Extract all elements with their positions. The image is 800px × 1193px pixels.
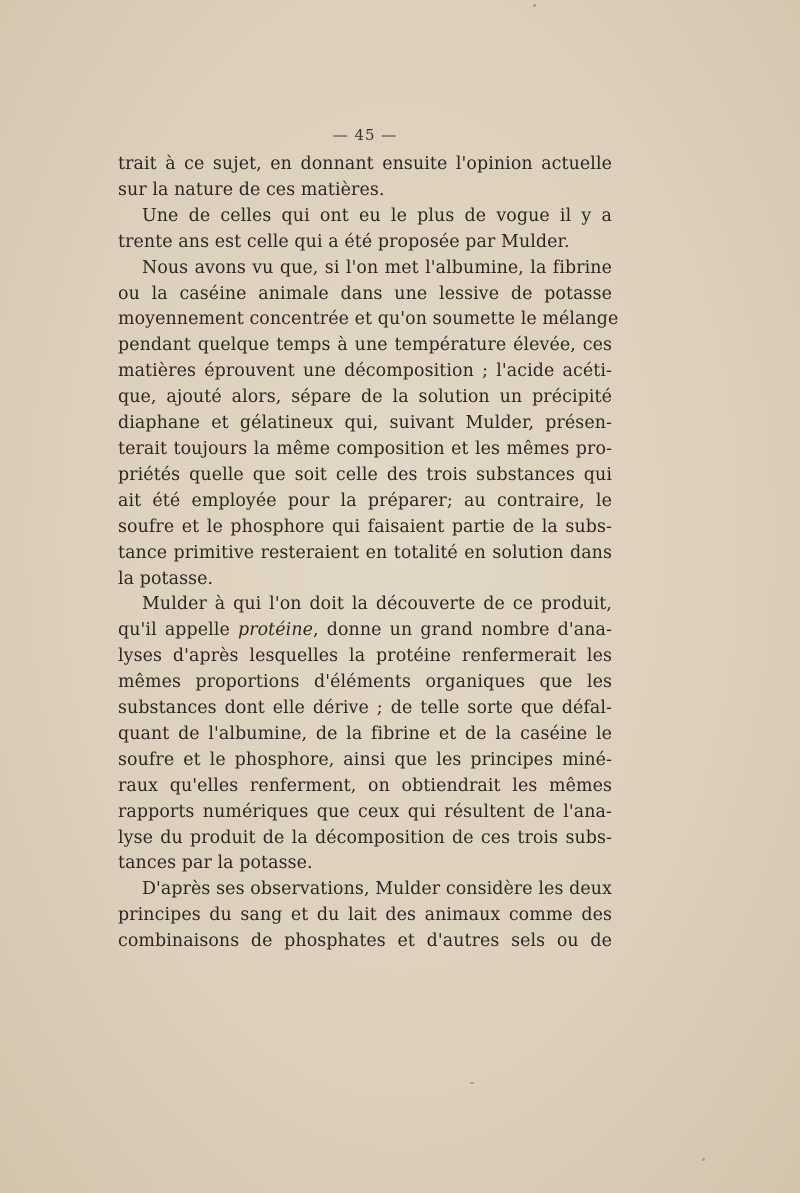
body-text: [118, 152, 619, 955]
text-line: sur la nature de ces matières.: [118, 179, 385, 200]
text-fragment: qu'il appelle: [118, 620, 238, 641]
text-line: mêmes proportions d'éléments organiques que les: [118, 672, 612, 693]
text-line: Une de celles qui ont eu le plus de vogue il y a: [142, 205, 612, 226]
text-line: ait été employée pour la préparer; au contraire, le: [118, 490, 612, 511]
text-line: diaphane et gélatineux qui, suivant Mulder, présen-: [118, 413, 612, 434]
paragraph-1: [118, 152, 612, 204]
text-line: soufre et le phosphore, ainsi que les principes miné-: [118, 749, 612, 770]
text-line: quant de l'albumine, de la fibrine et de la caséine le: [118, 723, 612, 744]
text-line: substances dont elle dérive ; de telle sorte que défal-: [118, 698, 612, 719]
text-line: la potasse.: [118, 568, 214, 589]
text-fragment: , donne un grand nombre d'ana-: [313, 620, 612, 641]
text-line: matières éprouvent une décomposition ; l'acide acéti-: [118, 361, 612, 382]
text-line: Mulder à qui l'on doit la découverte de ce produit,: [142, 594, 612, 615]
text-line: D'après ses observations, Mulder considère les deux: [142, 879, 612, 900]
text-line: trait à ce sujet, en donnant ensuite l'opinion actuelle: [118, 154, 612, 174]
text-line: tances par la potasse.: [118, 853, 313, 874]
text-line: rapports numériques que ceux qui résultent de l'ana-: [118, 801, 612, 822]
text-line: ou la caséine animale dans une lessive de potasse: [118, 283, 612, 304]
text-line: combinaisons de phosphates et d'autres sels ou de: [118, 931, 612, 952]
paper-speck: [470, 1082, 474, 1084]
paragraph-5: [118, 877, 612, 955]
text-line: pendant quelque temps à une température élevée, ces: [118, 335, 612, 356]
text-line: raux qu'elles renferment, on obtiendrait les mêmes: [118, 775, 612, 796]
text-line: que, ajouté alors, sépare de la solution un précipité: [118, 387, 612, 408]
paragraph-3: [118, 256, 619, 593]
text-line: terait toujours la même composition et les mêmes pro-: [118, 438, 612, 459]
text-line: priétés quelle que soit celle des trois substances qui: [118, 464, 612, 485]
italic-term: protéine: [237, 620, 314, 641]
text-line: Nous avons vu que, si l'on met l'albumine, la fibrine: [142, 257, 612, 278]
paper-speck: [533, 4, 536, 7]
text-line: moyennement concentrée et qu'on soumette le mélange: [118, 309, 619, 330]
text-line: soufre et le phosphore qui faisaient partie de la subs-: [118, 516, 612, 537]
paragraph-2: [118, 204, 612, 256]
text-line-with-italic: [118, 618, 612, 644]
text-line: trente ans est celle qui a été proposée par Mulder.: [118, 231, 570, 252]
paragraph-4: [118, 592, 612, 877]
text-line: principes du sang et du lait des animaux comme des: [118, 905, 612, 926]
page-number: — 45 —: [332, 126, 398, 144]
text-line: lyse du produit de la décomposition de ces trois subs-: [118, 827, 612, 848]
text-line: lyses d'après lesquelles la protéine renfermerait les: [118, 646, 612, 667]
text-line: tance primitive resteraient en totalité en solution dans: [118, 542, 612, 563]
paper-speck: [702, 1158, 705, 1161]
